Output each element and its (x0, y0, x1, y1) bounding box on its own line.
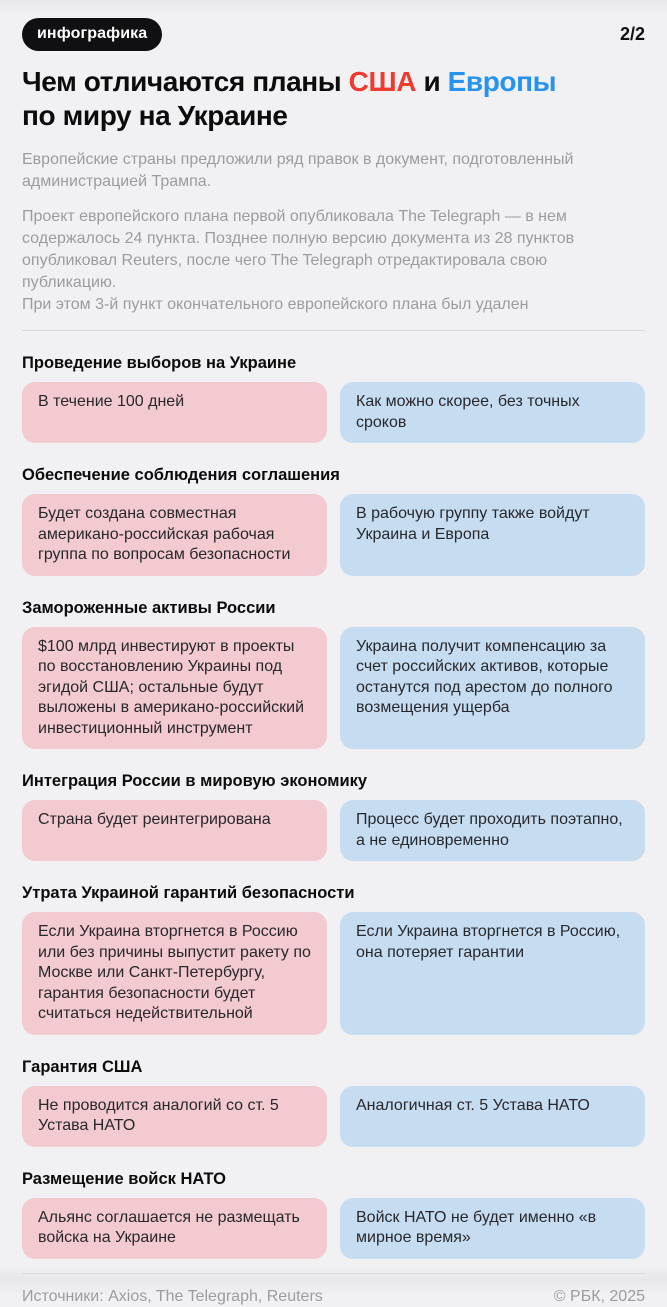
title-europe-accent: Европы (447, 66, 557, 97)
section-elections (22, 353, 645, 443)
title-us-accent: США (348, 66, 417, 97)
title-part-1: Чем отличаются планы (22, 66, 349, 97)
footer (22, 1259, 645, 1307)
section-nato-troops (22, 1169, 645, 1259)
footer-divider (22, 1273, 645, 1274)
copyright-text: © РБК, 2025 (553, 1287, 645, 1305)
europe-plan-box: Если Украина вторгнется в Россию, она потеряет гарантии (340, 912, 645, 1035)
section-frozen-assets (22, 598, 645, 750)
us-plan-box: Альянс соглашается не размещать войска на Украине (22, 1198, 327, 1259)
sources-text: Источники: Axios, The Telegraph, Reuters (22, 1287, 323, 1305)
europe-plan-box: Процесс будет проходить поэтапно, а не единовременно (340, 800, 645, 861)
compare-row (22, 494, 645, 576)
section-heading: Интеграция России в мировую экономику (22, 772, 368, 790)
compare-row (22, 382, 645, 443)
page-number: 2/2 (619, 24, 645, 44)
us-plan-box: $100 млрд инвестируют в проекты по восстановлению Украины под эгидой США; остальные будут выложены в американо-российский инвестиционный инструмент (22, 627, 327, 750)
intro-text (22, 149, 645, 316)
intro-paragraph-1: Европейские страны предложили ряд правок в документ, подготовленный администрацией Трампа. (22, 151, 574, 190)
title-line-2: по миру на Украине (22, 100, 288, 131)
title-line-1 (22, 65, 645, 99)
compare-row (22, 800, 645, 861)
compare-row (22, 1086, 645, 1147)
section-heading: Гарантия США (22, 1057, 143, 1076)
europe-plan-box: Войск НАТО не будет именно «в мирное время» (340, 1198, 645, 1259)
us-plan-box: Страна будет реинтегрирована (22, 800, 327, 861)
europe-plan-box: Украина получит компенсацию за счет российских активов, которые останутся под арестом до полного возмещения ущерба (340, 627, 645, 750)
intro-paragraph-2: Проект европейского плана первой опубликовала The Telegraph — в нем содержалось 24 пункта. Позднее полную версию документа из 28 пунктов опубликовал Reuters, после чего The Telegraph отредактировала свою публикацию. (22, 208, 575, 291)
section-guarantee-loss (22, 883, 645, 1035)
intro-paragraph-3: При этом 3-й пункт окончательного европейского плана был удален (22, 296, 529, 313)
section-russia-integration (22, 771, 645, 861)
us-plan-box: Если Украина вторгнется в Россию или без причины выпустит ракету по Москве или Санкт-Петербургу, гарантия безопасности будет считаться недействительной (22, 912, 327, 1035)
section-heading: Замороженные активы России (22, 598, 276, 617)
europe-plan-box: Как можно скорее, без точных сроков (340, 382, 645, 443)
europe-plan-box: Аналогичная ст. 5 Устава НАТО (340, 1086, 645, 1147)
page-title (22, 65, 645, 133)
title-conjunction: и (416, 66, 448, 97)
us-plan-box: В течение 100 дней (22, 382, 327, 443)
section-heading: Обеспечение соблюдения соглашения (22, 466, 340, 484)
us-plan-box: Будет создана совместная американо-российская рабочая группа по вопросам безопасности (22, 494, 327, 576)
compare-row (22, 627, 645, 750)
section-heading: Проведение выборов на Украине (22, 354, 297, 372)
section-us-guarantee (22, 1057, 645, 1147)
section-compliance (22, 465, 645, 576)
intro-divider (22, 330, 645, 331)
header (22, 18, 645, 51)
footer-row (22, 1287, 645, 1307)
compare-row (22, 912, 645, 1035)
section-heading: Размещение войск НАТО (22, 1169, 226, 1188)
compare-row (22, 1198, 645, 1259)
section-heading: Утрата Украиной гарантий безопасности (22, 884, 355, 902)
us-plan-box: Не проводится аналогий со ст. 5 Устава НАТО (22, 1086, 327, 1147)
infographic-badge: инфографика (22, 18, 162, 51)
europe-plan-box: В рабочую группу также войдут Украина и Европа (340, 494, 645, 576)
